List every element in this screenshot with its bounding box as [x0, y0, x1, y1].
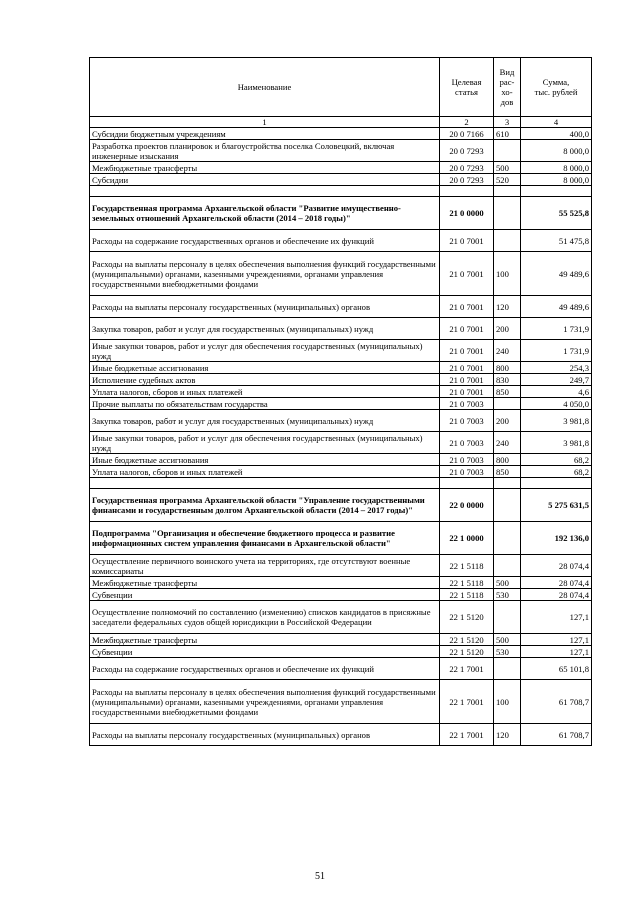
row-code: 21 0 7003 [440, 410, 494, 432]
table-row [90, 197, 592, 230]
table-row [90, 398, 592, 410]
row-name: Исполнение судебных актов [90, 374, 440, 386]
row-code: 21 0 7001 [440, 230, 494, 252]
row-name: Субсидии бюджетным учреждениям [90, 128, 440, 140]
row-code: 22 1 0000 [440, 522, 494, 555]
row-code [440, 186, 494, 197]
row-name: Закупка товаров, работ и услуг для государственных (муниципальных) нужд [90, 318, 440, 340]
row-code: 20 0 7293 [440, 140, 494, 162]
header-sum [521, 58, 592, 117]
row-kind: 530 [494, 589, 521, 601]
row-name: Подпрограмма "Организация и обеспечение бюджетного процесса и развитие информационных систем управления финансами в Архангельской области" [90, 522, 440, 555]
row-sum: 28 074,4 [521, 577, 592, 589]
row-name: Расходы на выплаты персоналу государственных (муниципальных) органов [90, 724, 440, 746]
row-code: 21 0 0000 [440, 197, 494, 230]
row-sum: 192 136,0 [521, 522, 592, 555]
row-code: 22 1 5120 [440, 601, 494, 634]
row-sum: 28 074,4 [521, 589, 592, 601]
table-row [90, 174, 592, 186]
table-row [90, 646, 592, 658]
row-code: 22 1 5118 [440, 589, 494, 601]
row-kind: 100 [494, 252, 521, 296]
header-sum-line: тыс. рублей [534, 87, 578, 97]
row-sum: 5 275 631,5 [521, 489, 592, 522]
row-kind: 520 [494, 174, 521, 186]
row-sum: 61 708,7 [521, 680, 592, 724]
row-code: 22 1 5118 [440, 555, 494, 577]
row-kind: 120 [494, 724, 521, 746]
row-sum: 1 731,9 [521, 340, 592, 362]
row-name: Иные бюджетные ассигнования [90, 454, 440, 466]
row-name: Государственная программа Архангельской области "Развитие имущественно-земельных отношений Архангельской области (2014 – 2018 годы)" [90, 197, 440, 230]
row-sum: 8 000,0 [521, 174, 592, 186]
row-kind [494, 601, 521, 634]
row-kind [494, 186, 521, 197]
row-name: Прочие выплаты по обязательствам государства [90, 398, 440, 410]
table-body [90, 128, 592, 746]
row-name: Межбюджетные трансферты [90, 162, 440, 174]
header-name: Наименование [90, 58, 440, 117]
row-name: Расходы на содержание государственных органов и обеспечение их функций [90, 230, 440, 252]
row-sum: 65 101,8 [521, 658, 592, 680]
row-sum: 4,6 [521, 386, 592, 398]
row-code: 22 0 0000 [440, 489, 494, 522]
row-code: 21 0 7001 [440, 252, 494, 296]
header-kind-line: рас- [499, 77, 515, 87]
row-sum: 127,1 [521, 601, 592, 634]
spacer-row [90, 186, 592, 197]
row-kind: 500 [494, 577, 521, 589]
row-name [90, 478, 440, 489]
row-kind: 800 [494, 454, 521, 466]
table-row [90, 555, 592, 577]
table-row [90, 374, 592, 386]
row-code: 21 0 7001 [440, 318, 494, 340]
row-code: 21 0 7001 [440, 296, 494, 318]
row-sum: 8 000,0 [521, 162, 592, 174]
row-sum: 400,0 [521, 128, 592, 140]
table-row [90, 340, 592, 362]
row-name: Межбюджетные трансферты [90, 577, 440, 589]
row-name: Субвенции [90, 646, 440, 658]
row-kind: 850 [494, 466, 521, 478]
row-kind [494, 489, 521, 522]
table-row [90, 230, 592, 252]
row-code: 20 0 7293 [440, 174, 494, 186]
table-row [90, 589, 592, 601]
column-number: 4 [521, 117, 592, 128]
row-sum: 127,1 [521, 634, 592, 646]
table-row [90, 489, 592, 522]
row-name: Уплата налогов, сборов и иных платежей [90, 386, 440, 398]
row-sum: 55 525,8 [521, 197, 592, 230]
row-kind: 500 [494, 634, 521, 646]
row-name: Государственная программа Архангельской области "Управление государственными финансами и государственным долгом Архангельской области (2014 – 2017 годы)" [90, 489, 440, 522]
row-name: Осуществление полномочий по составлению (изменению) списков кандидатов в присяжные заседатели федеральных судов общей юрисдикции в Российской Федерации [90, 601, 440, 634]
row-kind: 800 [494, 362, 521, 374]
row-kind: 610 [494, 128, 521, 140]
row-sum: 254,3 [521, 362, 592, 374]
row-code: 22 1 7001 [440, 680, 494, 724]
table-row [90, 140, 592, 162]
header-kind-line: Вид [499, 67, 515, 77]
row-sum: 68,2 [521, 454, 592, 466]
column-number: 2 [440, 117, 494, 128]
table-row [90, 410, 592, 432]
row-code: 21 0 7003 [440, 398, 494, 410]
row-name: Расходы на выплаты персоналу в целях обеспечения выполнения функций государственными (муниципальными) органами, казенными учреждениями, органами управления государственными внебюджетными фондами [90, 252, 440, 296]
table-row [90, 362, 592, 374]
row-name: Иные закупки товаров, работ и услуг для обеспечения государственных (муниципальных) нужд [90, 340, 440, 362]
row-kind: 240 [494, 340, 521, 362]
row-sum: 49 489,6 [521, 252, 592, 296]
table-row [90, 252, 592, 296]
row-kind [494, 478, 521, 489]
row-kind [494, 197, 521, 230]
row-sum: 4 050,0 [521, 398, 592, 410]
header-sum-line: Сумма, [542, 77, 570, 87]
row-sum: 127,1 [521, 646, 592, 658]
row-code: 22 1 5118 [440, 577, 494, 589]
row-sum: 249,7 [521, 374, 592, 386]
row-kind [494, 398, 521, 410]
table-row [90, 296, 592, 318]
row-name: Субвенции [90, 589, 440, 601]
table-row [90, 454, 592, 466]
row-kind: 200 [494, 410, 521, 432]
row-kind: 830 [494, 374, 521, 386]
row-code: 21 0 7001 [440, 362, 494, 374]
table-row [90, 634, 592, 646]
row-name: Расходы на выплаты персоналу в целях обеспечения выполнения функций государственными (муниципальными) органами, казенными учреждениями, органами управления государственными внебюджетными фондами [90, 680, 440, 724]
row-kind [494, 140, 521, 162]
row-sum: 68,2 [521, 466, 592, 478]
row-name: Расходы на содержание государственных органов и обеспечение их функций [90, 658, 440, 680]
row-sum: 28 074,4 [521, 555, 592, 577]
table-row [90, 466, 592, 478]
column-number: 3 [494, 117, 521, 128]
row-sum: 1 731,9 [521, 318, 592, 340]
row-sum: 61 708,7 [521, 724, 592, 746]
table-row [90, 577, 592, 589]
column-number-row [90, 117, 592, 128]
column-number: 1 [90, 117, 440, 128]
header-code-line: статья [455, 87, 478, 97]
header-row [90, 58, 592, 117]
header-kind-line: хо- [501, 87, 513, 97]
header-code [440, 58, 494, 117]
row-name: Иные закупки товаров, работ и услуг для обеспечения государственных (муниципальных) нужд [90, 432, 440, 454]
row-sum: 3 981,8 [521, 432, 592, 454]
row-name: Закупка товаров, работ и услуг для государственных (муниципальных) нужд [90, 410, 440, 432]
table-row [90, 128, 592, 140]
row-code: 21 0 7003 [440, 466, 494, 478]
header-code-line: Целевая [451, 77, 482, 87]
row-kind: 850 [494, 386, 521, 398]
row-name [90, 186, 440, 197]
row-code: 20 0 7293 [440, 162, 494, 174]
row-code: 21 0 7001 [440, 386, 494, 398]
row-kind: 200 [494, 318, 521, 340]
row-name: Расходы на выплаты персоналу государственных (муниципальных) органов [90, 296, 440, 318]
row-sum: 51 475,8 [521, 230, 592, 252]
page-number: 51 [315, 871, 325, 882]
table-row [90, 432, 592, 454]
row-sum: 49 489,6 [521, 296, 592, 318]
row-kind: 240 [494, 432, 521, 454]
row-kind: 120 [494, 296, 521, 318]
row-code: 22 1 7001 [440, 658, 494, 680]
row-name: Иные бюджетные ассигнования [90, 362, 440, 374]
header-kind-line: дов [500, 97, 514, 107]
row-kind: 530 [494, 646, 521, 658]
row-code: 21 0 7003 [440, 432, 494, 454]
row-kind: 500 [494, 162, 521, 174]
row-code: 21 0 7001 [440, 374, 494, 386]
row-code [440, 478, 494, 489]
row-kind [494, 555, 521, 577]
row-code: 20 0 7166 [440, 128, 494, 140]
table-row [90, 318, 592, 340]
row-code: 22 1 5120 [440, 634, 494, 646]
row-kind: 100 [494, 680, 521, 724]
table-row [90, 680, 592, 724]
row-code: 22 1 5120 [440, 646, 494, 658]
row-sum: 3 981,8 [521, 410, 592, 432]
row-sum [521, 186, 592, 197]
row-code: 22 1 7001 [440, 724, 494, 746]
header-kind [494, 58, 521, 117]
row-name: Осуществление первичного воинского учета на территориях, где отсутствуют военные комиссариаты [90, 555, 440, 577]
row-sum [521, 478, 592, 489]
table-row [90, 162, 592, 174]
row-kind [494, 230, 521, 252]
table-row [90, 386, 592, 398]
budget-table [89, 57, 592, 746]
row-name: Разработка проектов планировок и благоустройства поселка Соловецкий, включая инженерные изыскания [90, 140, 440, 162]
table-row [90, 724, 592, 746]
spacer-row [90, 478, 592, 489]
row-kind [494, 658, 521, 680]
row-code: 21 0 7003 [440, 454, 494, 466]
row-code: 21 0 7001 [440, 340, 494, 362]
row-name: Уплата налогов, сборов и иных платежей [90, 466, 440, 478]
table-row [90, 601, 592, 634]
table-row [90, 658, 592, 680]
row-sum: 8 000,0 [521, 140, 592, 162]
row-kind [494, 522, 521, 555]
row-name: Субсидии [90, 174, 440, 186]
table-row [90, 522, 592, 555]
row-name: Межбюджетные трансферты [90, 634, 440, 646]
